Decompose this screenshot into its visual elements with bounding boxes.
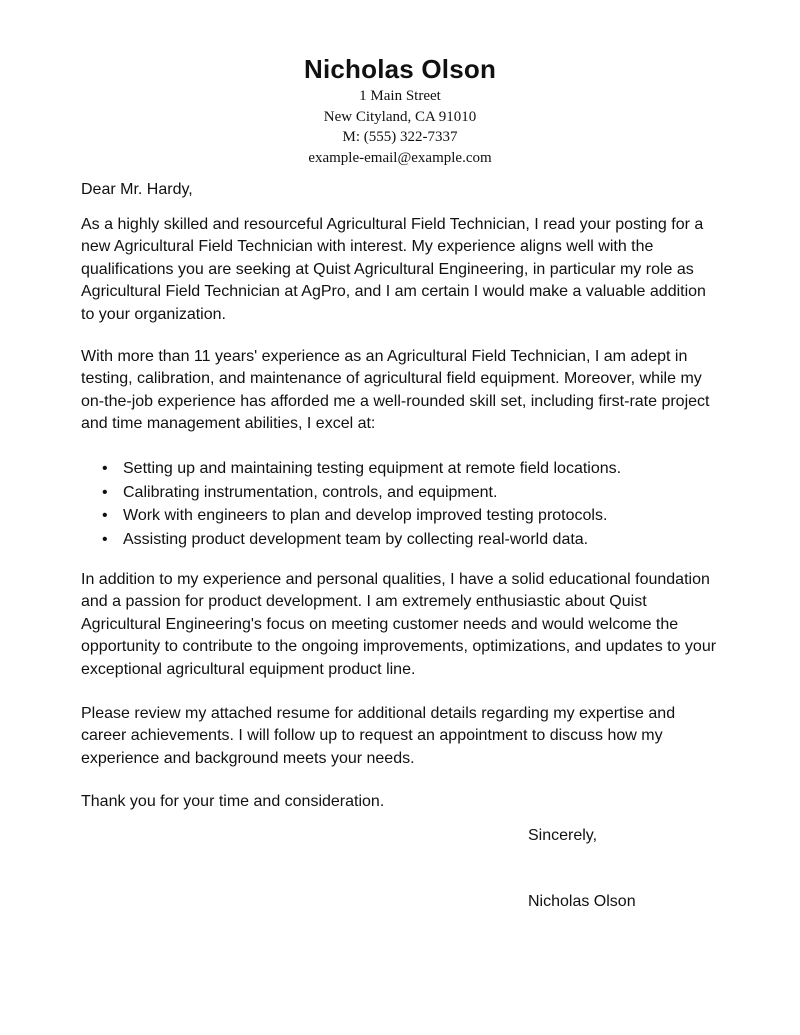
paragraph-education: In addition to my experience and personal qualities, I have a solid educational foundation and a passion for product development. I am extremely enthusiastic about Quist Agricultural Engineering's focus on meeting customer needs and would welcome the opportunity to contribute to the ongoing improvements, optimizations, and updates to your exceptional agricultural equipment product line. [81, 571, 717, 678]
list-item [81, 457, 721, 481]
bullet-icon: • [102, 460, 108, 477]
sender-name: Nicholas Olson [303, 54, 497, 84]
bullet-icon: • [102, 483, 108, 501]
list-item-text: Assisting product development team by collecting real-world data. [123, 530, 589, 548]
list-item-text: Setting up and maintaining testing equipment at remote field locations. [123, 460, 622, 477]
closing: Sincerely, [528, 827, 598, 844]
paragraph-experience: With more than 11 years' experience as an Agricultural Field Technician, I am adept in testing, calibration, and maintenance of agricultural field equipment. Moreover, while my on-the-job experience has afforded me a well-rounded skill set, including first-rate project and time management abilities, I excel at: [81, 348, 710, 433]
greeting: Dear Mr. Hardy, [81, 181, 193, 198]
bullet-icon: • [102, 530, 108, 548]
paragraph-follow-up: Please review my attached resume for additional details regarding my expertise and career achievements. I will follow up to request an appointment to discuss how my experience and background meets your needs. [81, 705, 676, 767]
list-item [81, 504, 721, 528]
list-item [81, 481, 721, 505]
phone-number: M: (555) 322-7337 [342, 129, 458, 145]
bullet-icon: • [102, 507, 108, 524]
address-line-2: New Cityland, CA 91010 [323, 108, 477, 125]
email-address: example-email@example.com [308, 149, 492, 166]
skills-list [81, 457, 721, 551]
list-item-text: Work with engineers to plan and develop improved testing protocols. [123, 507, 608, 524]
list-item [81, 528, 721, 552]
list-item-text: Calibrating instrumentation, controls, and equipment. [123, 483, 498, 501]
letter-header [0, 52, 800, 168]
paragraph-intro: As a highly skilled and resourceful Agricultural Field Technician, I read your posting for a new Agricultural Field Technician with interest. My experience aligns well with the qualifications you are seeking at Quist Agricultural Engineering, in particular my role as Agricultural Field Technician at AgPro, and I am certain I would make a valuable addition to your organization. [81, 216, 706, 323]
signature-name: Nicholas Olson [528, 893, 636, 910]
paragraph-thanks: Thank you for your time and consideration. [81, 793, 385, 810]
address-line-1: 1 Main Street [359, 88, 441, 104]
